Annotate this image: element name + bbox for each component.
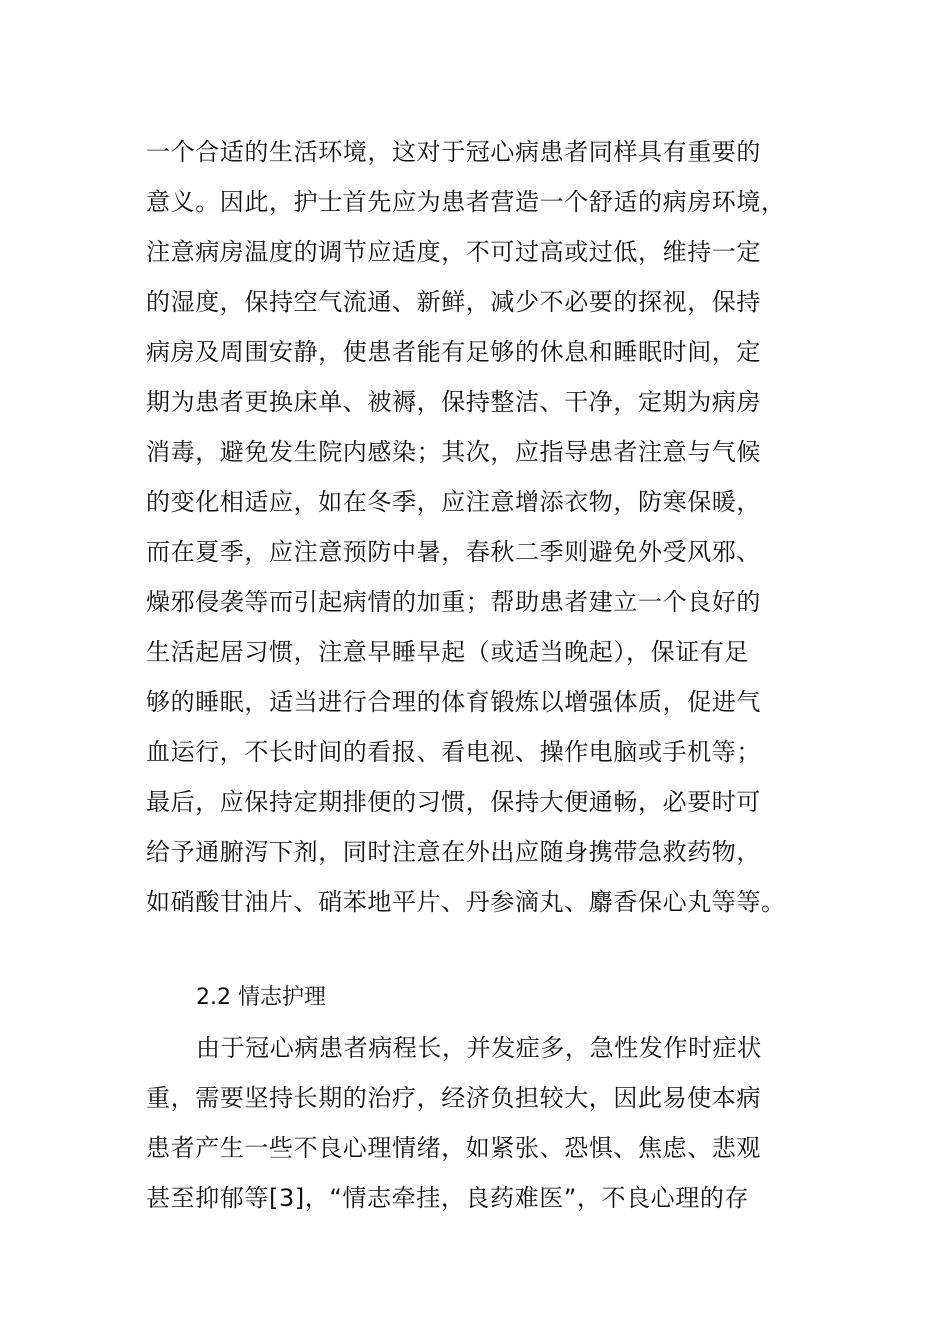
paragraph-1-line-10: 燥邪侵袭等而引起病情的加重；帮助患者建立一个良好的 [146, 588, 761, 616]
paragraph-1-line-8: 的变化相适应，如在冬季，应注意增添衣物，防寒保暖， [146, 488, 761, 516]
paragraph-1-line-1: 一个合适的生活环境，这对于冠心病患者同样具有重要的 [146, 138, 761, 166]
paragraph-1-line-15: 给予通腑泻下剂，同时注意在外出应随身携带急救药物， [146, 838, 761, 866]
paragraph-1-line-11: 生活起居习惯，注意早睡早起（或适当晚起），保证有足 [146, 638, 749, 666]
paragraph-1-line-4: 的湿度，保持空气流通、新鲜，减少不必要的探视，保持 [146, 288, 761, 316]
paragraph-2-line-4: 甚至抑郁等[3]，“情志牵挂，良药难医”，不良心理的存 [146, 1184, 750, 1212]
paragraph-1-line-5: 病房及周围安静，使患者能有足够的休息和睡眠时间，定 [146, 338, 761, 366]
paragraph-2-line-2: 重，需要坚持长期的治疗，经济负担较大，因此易使本病 [146, 1084, 761, 1112]
paragraph-1-line-12: 够的睡眠，适当进行合理的体育锻炼以增强体质，促进气 [146, 688, 761, 716]
paragraph-1-line-13: 血运行，不长时间的看报、看电视、操作电脑或手机等； [146, 738, 761, 766]
paragraph-1-line-6: 期为患者更换床单、被褥，保持整洁、干净，定期为病房 [146, 388, 761, 416]
paragraph-1-line-16: 如硝酸甘油片、硝苯地平片、丹参滴丸、麝香保心丸等等。 [146, 888, 786, 916]
paragraph-1-line-2: 意义。因此，护士首先应为患者营造一个舒适的病房环境， [146, 188, 786, 216]
paragraph-2-line-1: 由于冠心病患者病程长，并发症多，急性发作时症状 [196, 1034, 762, 1062]
paragraph-1-line-7: 消毒，避免发生院内感染；其次，应指导患者注意与气候 [146, 438, 761, 466]
paragraph-2-line-3: 患者产生一些不良心理情绪，如紧张、恐惧、焦虑、悲观 [146, 1134, 761, 1162]
paragraph-1-line-9: 而在夏季，应注意预防中暑，春秋二季则避免外受风邪、 [146, 538, 761, 566]
paragraph-1-line-14: 最后，应保持定期排便的习惯，保持大便通畅，必要时可 [146, 788, 761, 816]
section-heading: 2.2 情志护理 [196, 985, 326, 1010]
paragraph-1-line-3: 注意病房温度的调节应适度，不可过高或过低，维持一定 [146, 238, 761, 266]
